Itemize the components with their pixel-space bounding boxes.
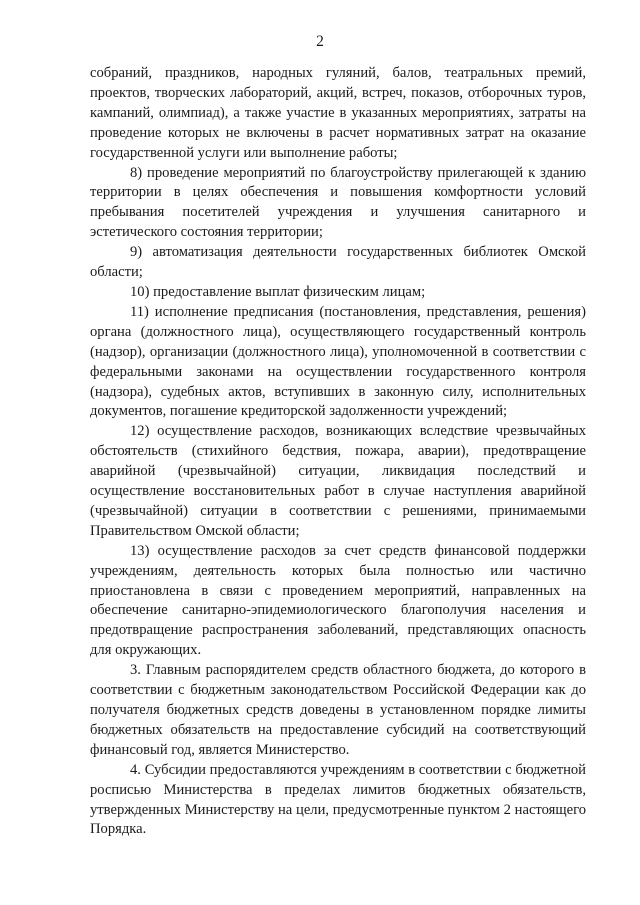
paragraph-item-11: 11) исполнение предписания (постановления, представления, решения) органа (должностного лица), осуществляющего государственный контроль (надзор), организации (должностного лица), уполномоченной в соответствии с федеральными законами на осуществлении государственного контроля (надзора), судебных актов, вступивших в законную силу, исполнительных документов, погашение кредиторской задолженности учреждений; (90, 303, 586, 420)
paragraph-item-12: 12) осуществление расходов, возникающих вследствие чрезвычайных обстоятельств (стихийного бедствия, пожара, аварии), предотвращение аварийной (чрезвычайной) ситуации, ликвидация последствий и осуществление восстановительных работ в случае наступления аварийной (чрезвычайной) ситуации в соответствии с решениями, принимаемыми Правительством Омской области; (90, 423, 586, 539)
paragraph-continuation: собраний, праздников, народных гуляний, балов, театральных премий, проектов, творческих лабораторий, акций, встреч, показов, отборочных туров, кампаний, олимпиад), а также участие в указанных мероприятиях, затраты на проведение которых не включены в расчет нормативных затрат на оказание государственной услуги или выполнение работы; (90, 65, 586, 161)
paragraph-item-13: 13) осуществление расходов за счет средств финансовой поддержки учреждениям, деятельность которых была полностью или частично приостановлена в связи с проведением мероприятий, направленных на обеспечение санитарно-эпидемиологического благополучия населения и предотвращение распространения заболеваний, представляющих опасность для окружающих. (90, 542, 586, 659)
paragraph-item-8: 8) проведение мероприятий по благоустройству прилегающей к зданию территории в целях обеспечения и повышения комфортности условий пребывания посетителей учреждения и улучшения санитарного и эстетического состояния территории; (90, 164, 586, 241)
document-body (90, 64, 586, 840)
paragraph-item-10: 10) предоставление выплат физическим лицам; (130, 283, 426, 300)
paragraph-item-9: 9) автоматизация деятельности государственных библиотек Омской области; (90, 244, 586, 281)
paragraph-section-3: 3. Главным распорядителем средств областного бюджета, до которого в соответствии с бюджетным законодательством Российской Федерации как до получателя бюджетных средств доведены в установленном порядке лимиты бюджетных обязательств на предоставление субсидий на соответствующий финансовый год, является Министерство. (90, 662, 586, 758)
paragraph-section-4: 4. Субсидии предоставляются учреждениям в соответствии с бюджетной росписью Министерства в пределах лимитов бюджетных обязательств, утвержденных Министерству на цели, предусмотренные пунктом 2 настоящего Порядка. (90, 761, 586, 838)
page-number: 2 (316, 33, 324, 50)
